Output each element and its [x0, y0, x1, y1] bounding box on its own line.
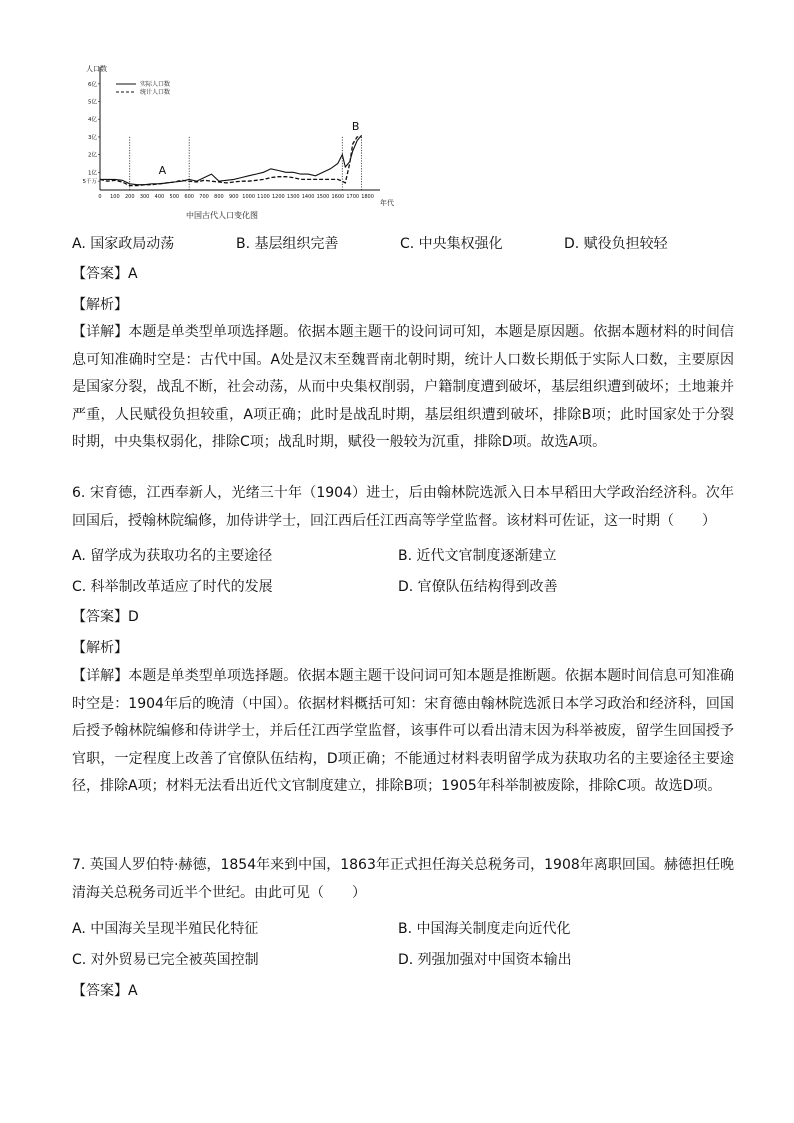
x-tick-label: 900 [229, 194, 239, 200]
chart-annotations [159, 120, 360, 177]
annotation-label: B [351, 119, 360, 133]
chart-series [100, 135, 362, 185]
x-tick-label: 0 [98, 194, 102, 200]
q5-option-d: D. 赋役负担较轻 [564, 236, 668, 252]
chart-title: 中国古代人口变化图 [186, 211, 258, 220]
q7-option-b: B. 中国海关制度走向近代化 [398, 921, 571, 937]
x-tick-label: 700 [199, 194, 209, 200]
series-line-actual [100, 135, 362, 185]
x-tick-label: 1100 [257, 194, 270, 200]
q7-option-a: A. 中国海关呈现半殖民化特征 [72, 921, 259, 937]
y-ticks [83, 80, 101, 185]
q6-option-d: D. 官僚队伍结构得到改善 [398, 579, 558, 595]
x-tick-label: 1000 [242, 194, 256, 200]
q5-option-a: A. 国家政局动荡 [72, 236, 175, 252]
y-tick-label: 5千万 [82, 179, 97, 186]
q6-analysis-tag: 【解析】 [72, 640, 128, 656]
x-tick-label: 100 [110, 194, 120, 200]
q5-detail: 【详解】本题是单类型单项选择题。依据本题主题干的设问词可知，本题是原因题。依据本题材料的时间信息可知准确时空是：古代中国。A处是汉末至魏晋南北朝时期，统计人口数长期低于实际人口数，主要原因是国家分裂，战乱不断，社会动荡，从而中央集权削弱，户籍制度遭到破坏，基层组织遭到破坏；土地兼并严重，人民赋役负担较重，A项正确；此时是战乱时期，基层组织遭到破坏，排除B项；此时国家处于分裂时期，中央集权弱化，排除C项；战乱时期，赋役一般较为沉重，排除D项。故选A项。 [72, 324, 734, 450]
y-axis-label: 人口数 [86, 65, 107, 73]
x-tick-label: 300 [139, 194, 150, 200]
x-axis-label: 年代 [380, 199, 394, 207]
x-tick-label: 1500 [316, 194, 330, 200]
x-tick-label: 1800 [361, 194, 374, 200]
q6-option-c: C. 科举制改革适应了时代的发展 [72, 579, 273, 595]
x-tick-label: 200 [124, 194, 135, 200]
x-tick-label: 1600 [331, 194, 345, 200]
q7-stem: 7. 英国人罗伯特·赫德，1854年来到中国，1863年正式担任海关总税务司，1908年离职回国。赫德担任晚清海关总税务司近半个世纪。由此可见（ ） [72, 857, 734, 901]
q5-option-b: B. 基层组织完善 [236, 236, 339, 252]
q6-stem: 6. 宋育德，江西奉新人，光绪三十年（1904）进士，后由翰林院选派入日本早稻田大学政治经济科。次年回国后，授翰林院编修，加侍讲学士，回江西后任江西高等学堂监督。该材料可佐证，这一时期（ ） [72, 485, 734, 529]
population-chart [60, 55, 405, 230]
q7-answer: 【答案】A [72, 983, 138, 999]
x-tick-label: 600 [184, 194, 194, 200]
x-tick-label: 1200 [272, 194, 285, 200]
y-tick-label: 4亿 [88, 117, 97, 124]
y-tick-label: 2亿 [88, 152, 97, 159]
q6-option-b: B. 近代文官制度逐渐建立 [398, 548, 557, 564]
x-ticks [98, 194, 374, 200]
q7-option-c: C. 对外贸易已完全被英国控制 [72, 952, 259, 968]
x-tick-label: 400 [154, 194, 165, 200]
y-tick-label: 6亿 [88, 81, 97, 88]
x-tick-label: 1700 [346, 194, 360, 200]
legend-label: 统计人口数 [140, 89, 171, 96]
x-tick-label: 1400 [301, 194, 315, 200]
q6-detail: 【详解】本题是单类型单项选择题。依据本题主题干设问词可知本题是推断题。依据本题时间信息可知准确时空是：1904年后的晚清（中国）。依据材料概括可知：宋育德由翰林院选派日本学习政治和经济科，回国后授予翰林院编修和侍讲学士，并后任江西学堂监督，该事件可以看出清末因为科举被废，留学生回国授予官职，一定程度上改善了官僚队伍结构，D项正确；不能通过材料表明留学成为获取功名的主要途径主要途径，排除A项；材料无法看出近代文官制度建立，排除B项；1905年科举制被废除，排除C项。故选D项。 [72, 668, 734, 794]
q5-answer: 【答案】A [72, 266, 138, 282]
legend-label: 实际人口数 [140, 81, 171, 88]
y-tick-label: 3亿 [88, 134, 97, 141]
q7-option-d: D. 列强加强对中国资本输出 [398, 952, 572, 968]
q5-option-c: C. 中央集权强化 [400, 236, 503, 252]
x-tick-label: 500 [169, 194, 180, 200]
x-tick-label: 1300 [286, 194, 300, 200]
y-tick-label: 1亿 [88, 170, 97, 177]
y-tick-label: 5亿 [88, 99, 97, 106]
series-line-statistical [100, 137, 362, 186]
x-tick-label: 800 [214, 194, 224, 200]
chart-legend [116, 80, 170, 96]
q6-option-a: A. 留学成为获取功名的主要途径 [72, 548, 273, 564]
q5-analysis-tag: 【解析】 [72, 297, 128, 313]
annotation-label: A [158, 164, 167, 178]
q6-answer: 【答案】D [72, 609, 139, 625]
